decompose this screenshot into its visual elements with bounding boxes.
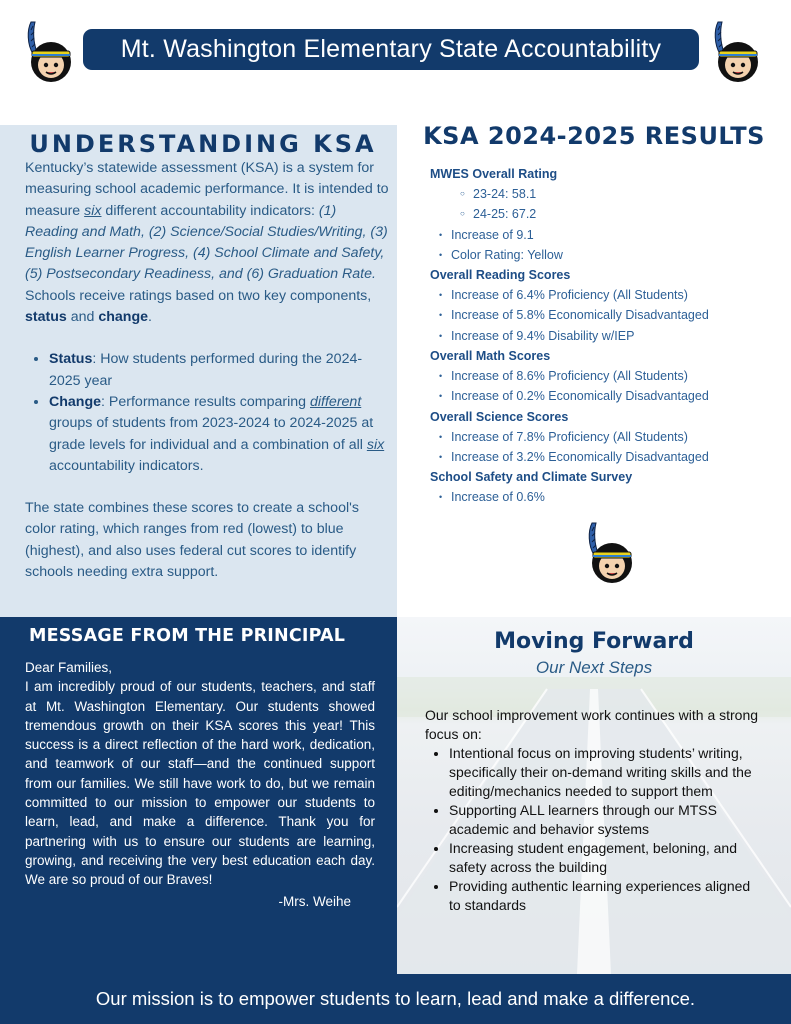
list-item: • Providing authentic learning experiences aligned to standards [449, 877, 761, 915]
intro-text: . [148, 309, 152, 326]
principal-signature: -Mrs. Weihe [278, 893, 351, 909]
list-item [49, 349, 389, 392]
status-term: Status [49, 351, 93, 368]
next-steps-list [449, 744, 761, 915]
page-header [0, 0, 791, 100]
component-list [49, 349, 389, 477]
change-definition: groups of students from 2023-2024 to 2024-2025 at grade levels for individual and a combination of all [49, 415, 374, 453]
list-item: • Increase of 7.8% Proficiency (All Students) [430, 427, 791, 447]
math-scores-heading: Overall Math Scores [430, 349, 551, 364]
change-definition: : Performance results comparing [101, 393, 310, 410]
list-item: • Increase of 5.8% Economically Disadvantaged [430, 305, 791, 325]
principal-message-body: I am incredibly proud of our students, teachers, and staff at Mt. Washington Elementary. Our students showed tremendous growth on their KSA scores this year! This success is a direct reflection of the hard work, dedication, and teamwork of our staff—and the continued support from our families. We still have work to do, but we remain committed to our mission to empower our students to learn, lead, and make a difference. Thank you for partnering with us to ensure our students are learning, growing, and receiving the very best education each day. We are so proud of our Braves! [25, 679, 375, 888]
list-item: • Supporting ALL learners through our MTSS academic and behavior systems [449, 801, 761, 839]
principal-greeting: Dear Families, [25, 660, 113, 675]
different-emphasis: different [310, 393, 362, 410]
mission-footer: Our mission is to empower students to learn, lead and make a difference. [0, 974, 791, 1024]
principal-message-section [0, 617, 397, 974]
moving-forward-heading: Moving Forward [494, 629, 694, 654]
next-steps-subheading: Our Next Steps [535, 658, 653, 677]
change-definition: accountability indicators. [49, 457, 204, 474]
intro-text: different accountability indicators: [101, 202, 319, 219]
brave-mascot-icon [582, 519, 634, 585]
page-title: Mt. Washington Elementary State Accountability [83, 29, 699, 70]
safety-survey-heading: School Safety and Climate Survey [430, 470, 633, 485]
list-item: • Increasing student engagement, beloning, and safety across the building [449, 839, 761, 877]
status-emphasis: status [25, 309, 67, 326]
change-term: Change [49, 393, 102, 410]
list-item: • Increase of 0.6% [430, 487, 791, 507]
understanding-intro [25, 158, 389, 328]
color-rating-explanation: The state combines these scores to create a school's color rating, which ranges from red (lowest) to blue (highest), and also uses federal cut scores to identify schools needing extra support. [25, 500, 359, 581]
principal-message-heading: MESSAGE FROM THE PRINCIPAL [29, 626, 346, 646]
results-list [430, 164, 791, 508]
list-item: • Intentional focus on improving students’ writing, specifically their on-demand writing skills and the editing/mechanics needed to support them [449, 744, 761, 801]
indicators-list-text: (1) Reading and Math, (2) Science/Social Studies/Writing, (3) English Learner Progress, (4) School Climate and Safety, (5) Postsecondary Readiness, and (6) Graduation Rate. [25, 202, 388, 283]
reading-scores-heading: Overall Reading Scores [430, 268, 571, 283]
brave-mascot-icon [708, 18, 760, 84]
moving-forward-section [397, 617, 791, 974]
list-item: • Increase of 3.2% Economically Disadvantaged [430, 447, 791, 467]
next-steps-intro: Our school improvement work continues with a strong focus on: [425, 707, 759, 742]
list-item: • Color Rating: Yellow [430, 245, 791, 265]
intro-six-emphasis: six [84, 202, 102, 219]
overall-rating-heading: MWES Overall Rating [430, 167, 558, 181]
list-item: ○ 23-24: 58.1 [430, 184, 791, 204]
understanding-ksa-section [0, 125, 397, 617]
list-item: • Increase of 9.4% Disability w/IEP [430, 326, 791, 346]
intro-text: and [66, 309, 99, 326]
list-item: • Increase of 0.2% Economically Disadvantaged [430, 386, 791, 406]
list-item: • Increase of 6.4% Proficiency (All Students) [430, 285, 791, 305]
intro-text: Kentucky’s statewide assessment (KSA) is a system for measuring school academic performance. It is intended to measure [25, 160, 389, 219]
brave-mascot-icon [21, 18, 73, 84]
list-item: ○ 24-25: 67.2 [430, 204, 791, 224]
ksa-results-heading: KSA 2024-2025 RESULTS [423, 122, 765, 150]
list-item: • Increase of 9.1 [430, 225, 791, 245]
list-item: • Increase of 8.6% Proficiency (All Students) [430, 366, 791, 386]
change-emphasis: change [98, 309, 149, 326]
list-item [49, 392, 389, 477]
understanding-ksa-heading: UNDERSTANDING KSA [29, 130, 377, 158]
status-definition: : How students performed during the 2024-2025 year [49, 351, 363, 389]
six-emphasis: six [366, 436, 385, 453]
intro-text: Schools receive ratings based on two key components, [25, 287, 372, 304]
science-scores-heading: Overall Science Scores [430, 409, 569, 424]
